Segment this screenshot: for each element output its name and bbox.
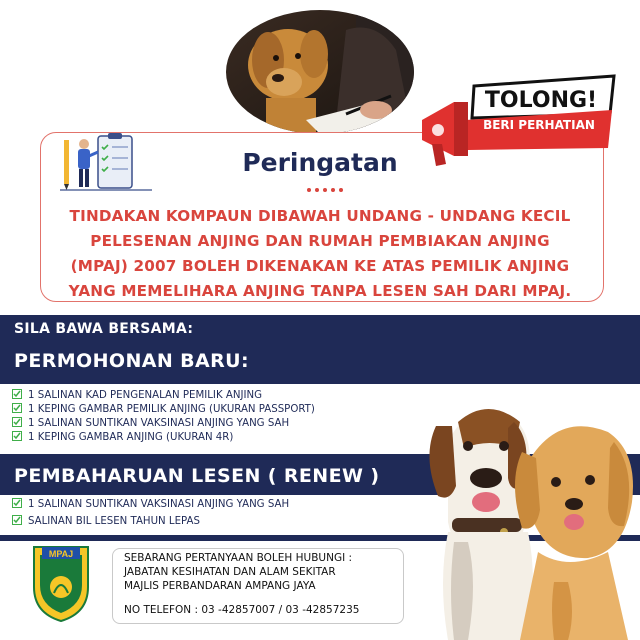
list-item: 1 KEPING GAMBAR ANJING (UKURAN 4R) — [12, 431, 233, 443]
badge-title: TOLONG! — [484, 88, 598, 113]
contact-line: JABATAN KESIHATAN DAN ALAM SEKITAR — [124, 566, 336, 578]
warning-line: (MPAJ) 2007 BOLEH DIKENAKAN KE ATAS PEMILIK ANJING — [70, 257, 570, 275]
checkbox-icon — [12, 431, 22, 441]
bring-along-heading: SILA BAWA BERSAMA: — [14, 321, 194, 337]
contact-line: MAJLIS PERBANDARAN AMPANG JAYA — [124, 580, 316, 592]
badge-subtitle: BERI PERHATIAN — [483, 118, 595, 132]
checkbox-icon — [12, 403, 22, 413]
list-item: SALINAN BIL LESEN TAHUN LEPAS — [12, 515, 200, 527]
checkbox-icon — [12, 515, 22, 525]
contact-line: SEBARANG PERTANYAAN BOLEH HUBUNGI : — [124, 552, 353, 564]
beagle-and-golden-puppy-illustration — [418, 382, 640, 640]
checkbox-icon — [12, 389, 22, 399]
dog-photo — [226, 10, 414, 134]
warning-line: PELESENAN ANJING DAN RUMAH PEMBIAKAN ANJING — [90, 232, 550, 250]
warning-line: YANG MEMELIHARA ANJING TANPA LESEN SAH DARI MPAJ. — [68, 282, 572, 300]
checkbox-icon — [12, 417, 22, 427]
mpaj-logo — [30, 543, 92, 623]
renewal-heading: PEMBAHARUAN LESEN ( RENEW ) — [14, 465, 380, 487]
list-item: 1 SALINAN SUNTIKAN VAKSINASI ANJING YANG SAH — [12, 498, 289, 510]
new-application-heading: PERMOHONAN BARU: — [14, 350, 250, 372]
list-item: 1 SALINAN SUNTIKAN VAKSINASI ANJING YANG SAH — [12, 417, 289, 429]
title-dots-divider — [305, 187, 345, 193]
list-item: 1 KEPING GAMBAR PEMILIK ANJING (UKURAN PASSPORT) — [12, 403, 315, 415]
warning-line: TINDAKAN KOMPAUN DIBAWAH UNDANG - UNDANG KECIL — [69, 207, 571, 225]
warning-text — [44, 204, 596, 304]
list-item: 1 SALINAN KAD PENGENALAN PEMILIK ANJING — [12, 389, 262, 401]
phone-numbers: NO TELEFON : 03 -42857007 / 03 -42857235 — [124, 604, 360, 616]
warning-title: Peringatan — [242, 148, 398, 177]
checkbox-icon — [12, 498, 22, 508]
logo-acronym: MPAJ — [48, 549, 74, 559]
